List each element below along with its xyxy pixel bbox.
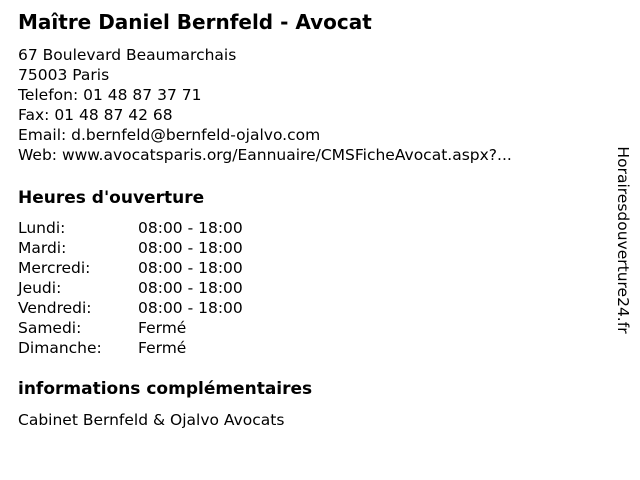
hours-day-label: Lundi:	[18, 219, 66, 237]
hours-time-value: Fermé	[138, 339, 187, 357]
email-line[interactable]: Email: d.bernfeld@bernfeld-ojalvo.com	[18, 126, 321, 144]
hours-row	[18, 278, 592, 298]
hours-time-value: 08:00 - 18:00	[138, 279, 243, 297]
business-card	[18, 10, 592, 430]
hours-day-label: Vendredi:	[18, 299, 92, 317]
hours-row	[18, 218, 592, 238]
address-line-1: 67 Boulevard Beaumarchais	[18, 46, 237, 64]
fax-line: Fax: 01 48 87 42 68	[18, 106, 173, 124]
hours-time-value: 08:00 - 18:00	[138, 259, 243, 277]
hours-heading: Heures d'ouverture	[18, 188, 205, 208]
extra-info-heading: informations complémentaires	[18, 379, 313, 399]
hours-day-label: Jeudi:	[18, 279, 62, 297]
business-title: Maître Daniel Bernfeld - Avocat	[18, 10, 372, 34]
hours-day-label: Dimanche:	[18, 339, 102, 357]
address-line-2: 75003 Paris	[18, 66, 110, 84]
hours-row	[18, 338, 592, 358]
hours-row	[18, 298, 592, 318]
phone-line: Telefon: 01 48 87 37 71	[18, 86, 202, 104]
contact-block	[18, 45, 592, 165]
hours-time-value: 08:00 - 18:00	[138, 239, 243, 257]
hours-day-label: Mercredi:	[18, 259, 91, 277]
hours-row	[18, 318, 592, 338]
hours-time-value: 08:00 - 18:00	[138, 299, 243, 317]
hours-row	[18, 238, 592, 258]
web-line[interactable]: Web: www.avocatsparis.org/Eannuaire/CMSFicheAvocat.aspx?...	[18, 146, 512, 164]
hours-day-label: Mardi:	[18, 239, 67, 257]
extra-info-text: Cabinet Bernfeld & Ojalvo Avocats	[18, 411, 285, 429]
hours-day-label: Samedi:	[18, 319, 82, 337]
hours-row	[18, 258, 592, 278]
hours-table	[18, 218, 592, 358]
hours-time-value: 08:00 - 18:00	[138, 219, 243, 237]
site-watermark: Horairesdouverture24.fr	[614, 146, 632, 334]
hours-time-value: Fermé	[138, 319, 187, 337]
